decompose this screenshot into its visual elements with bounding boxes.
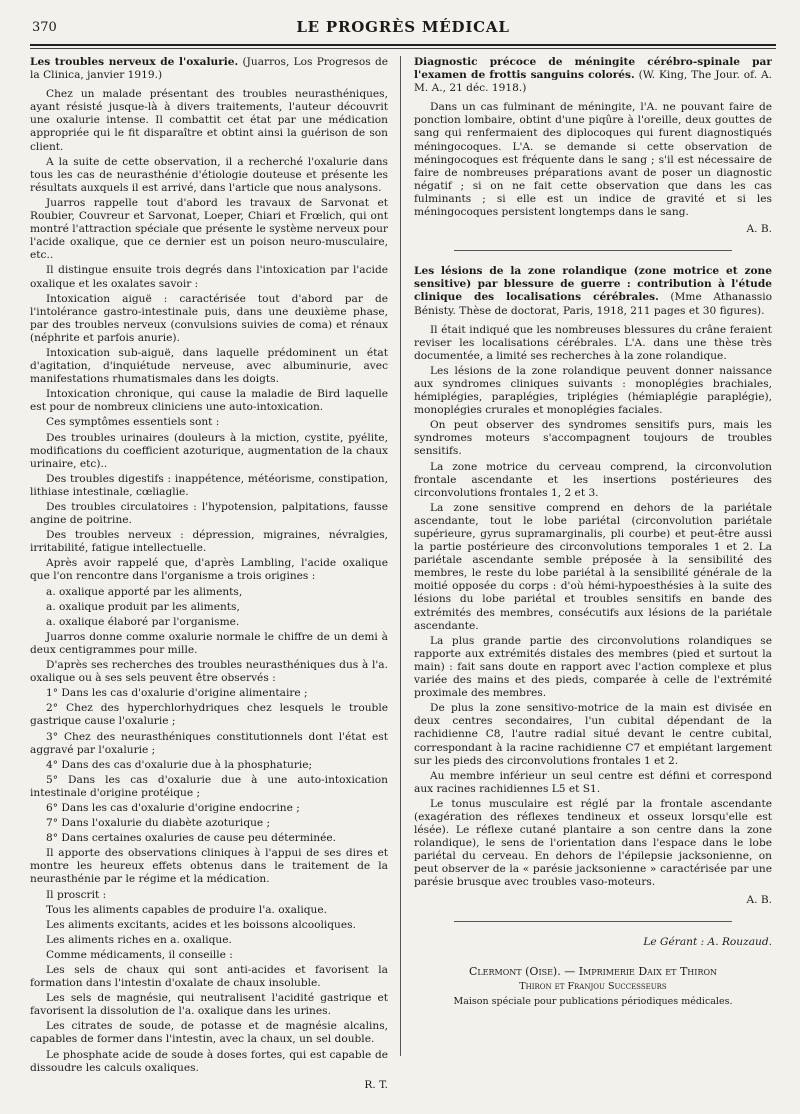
- article-rolandique-title: Les lésions de la zone rolandique (zone motrice et zone sensitive) par blessure de guerre : contribution à l'étude clinique des localisations cérébrales.: [414, 265, 772, 304]
- article-meningite-title: Diagnostic précoce de méningite cérébro-spinale par l'examen de frottis sanguins colorés.: [414, 56, 772, 82]
- page-number: 370: [32, 20, 57, 35]
- paragraph: Au membre inférieur un seul centre est défini et correspond aux racines rachidiennes L5 et S1.: [414, 769, 772, 795]
- paragraph: a. oxalique produit par les aliments,: [46, 600, 240, 613]
- paragraph: 2° Chez des hyperchlorhydriques chez lesquels le trouble gastrique cause l'oxalurie ;: [30, 702, 388, 728]
- paragraph: Le phosphate acide de soude à doses fortes, qui est capable de dissoudre les calculs oxaliques.: [30, 1048, 388, 1074]
- paragraph: 7° Dans l'oxalurie du diabète azoturique ;: [46, 817, 271, 830]
- paragraph: Comme médicaments, il conseille :: [46, 948, 233, 961]
- article-oxalurie-heading: [30, 56, 388, 82]
- article-rolandique-body: [414, 324, 772, 890]
- paragraph: 3° Chez des neurasthéniques constitutionnels dont l'état est aggravé par l'oxalurie ;: [30, 730, 388, 756]
- article-rolandique-source: (Mme Athanassio Bénisty. Thèse de doctorat, Paris, 1918, 211 pages et 30 figures).: [414, 291, 772, 317]
- journal-title: LE PROGRÈS MÉDICAL: [296, 18, 510, 36]
- paragraph: La zone sensitive comprend en dehors de la pariétale ascendante, tout le lobe pariétal (circonvolution pariétale supérieure, gyrus supramarginalis, pli courbe) et peut-être aussi la partie postérieure des circonvolutions temporales 1 et 2. La pariétale ascendante semble préposée à la sensibilité des membres, le reste du lobe pariétal à la sensibilité générale de la moitié opposée du corps : d'où hémi-hypoesthésies à la suite des lésions du lobe pariétal et troubles sensitifs en bande des extrémités des membres, consécutifs aux lésions de la pariétale ascendante.: [414, 501, 772, 632]
- paragraph: Les sels de chaux qui sont anti-acides et favorisent la formation dans l'intestin d'oxalate de chaux insoluble.: [30, 964, 388, 990]
- article-rolandique-signature: A. B.: [746, 893, 772, 906]
- paragraph: 1° Dans les cas d'oxalurie d'origine alimentaire ;: [46, 687, 308, 700]
- paragraph: Les aliments riches en a. oxalique.: [46, 933, 232, 946]
- article-meningite-source: (W. King, The Jour. of. A. M. A., 21 déc. 1918.): [414, 69, 772, 95]
- paragraph: Intoxication chronique, qui cause la maladie de Bird laquelle est pour de nombreux cliniciens une auto-intoxication.: [30, 388, 388, 414]
- article-separator: [454, 250, 732, 251]
- paragraph: Les aliments excitants, acides et les boissons alcooliques.: [46, 918, 356, 931]
- header-rule: [30, 44, 776, 46]
- article-meningite-signature: A. B.: [746, 223, 772, 236]
- paragraph: Tous les aliments capables de produire l'a. oxalique.: [46, 903, 327, 916]
- printer-specialty: Maison spéciale pour publications périodiques médicales.: [453, 995, 733, 1007]
- paragraph: Il distingue ensuite trois degrés dans l'intoxication par l'acide oxalique et les oxalates savoir :: [30, 264, 388, 290]
- paragraph: La zone motrice du cerveau comprend, la circonvolution frontale ascendante et les insertions postérieures des circonvolutions frontales 1, 2 et 3.: [414, 460, 772, 499]
- paragraph: 5° Dans les cas d'oxalurie due à une auto-intoxication intestinale d'origine protéique ;: [30, 773, 388, 799]
- paragraph: Des troubles circulatoires : l'hypotension, palpitations, fausse angine de poitrine.: [30, 501, 388, 527]
- paragraph: Il était indiqué que les nombreuses blessures du crâne feraient reviser les localisations cérébrales. L'A. dans une thèse très documentée, a limité ses recherches à la zone rolandique.: [414, 323, 772, 362]
- paragraph: a. oxalique élaboré par l'organisme.: [46, 615, 240, 628]
- paragraph: 8° Dans certaines oxaluries de cause peu déterminée.: [46, 832, 336, 845]
- paragraph: Intoxication sub-aiguë, dans laquelle prédominent un état d'agitation, d'inquiétude nerveuse, avec albuminurie, avec manifestations rhumatismales dans les doigts.: [30, 346, 388, 386]
- right-column: [414, 56, 772, 1104]
- paragraph: A la suite de cette observation, il a recherché l'oxalurie dans tous les cas de neurasthénie d'étiologie douteuse et présente les résultats auxquels il est arrivé, dans l'article que nous analysons.: [30, 155, 388, 194]
- paragraph: Les citrates de soude, de potasse et de magnésie alcalins, capables de former dans l'intestin, avec la chaux, un sel double.: [30, 1020, 388, 1046]
- footer-separator: [454, 921, 732, 922]
- paragraph: Les lésions de la zone rolandique peuvent donner naissance aux syndromes cliniques suivants : monoplégies brachiales, hémiplégies, paraplégies, triplégies (hémiaplégie paraplégie), monoplégies crurales et monoplégies faciales.: [414, 364, 772, 417]
- paragraph: Juarros rappelle tout d'abord les travaux de Sarvonat et Roubier, Couvreur et Sarvonat, Loeper, Chiari et Frœlich, qui ont montré l'attraction spéciale que présente le système nerveux pour l'acide oxalique, que ce dernier est un poison neuro-musculaire, etc..: [30, 196, 388, 262]
- article-oxalurie-signature: R. T.: [364, 1078, 388, 1091]
- article-oxalurie-body: [30, 88, 388, 1075]
- gerant-line: Le Gérant : A. Rouzaud.: [643, 935, 772, 948]
- article-meningite-body: [414, 101, 772, 219]
- paragraph: Chez un malade présentant des troubles neurasthéniques, ayant résisté jusque-là à divers traitements, l'auteur découvrit une oxalurie intense. Il combattit cet état par une médication appropriée qui le fit disparaître et obtint ainsi la guérison de son client.: [30, 88, 388, 153]
- paragraph: Ces symptômes essentiels sont :: [46, 416, 220, 429]
- paragraph: Des troubles nerveux : dépression, migraines, névralgies, irritabilité, fatigue intellectuelle.: [30, 529, 388, 555]
- paragraph: Il apporte des observations cliniques à l'appui de ses dires et montre les heureux effets obtenus dans le traitement de la neurasthénie par le régime et la médication.: [30, 847, 388, 886]
- paragraph: Les sels de magnésie, qui neutralisent l'acidité gastrique et favorisent la dissolution de l'a. oxalique dans les urines.: [30, 992, 388, 1018]
- paragraph: Il proscrit :: [46, 888, 107, 901]
- paragraph: Intoxication aiguë : caractérisée tout d'abord par de l'intolérance gastro-intestinale puis, dans une deuxième phase, par des troubles nerveux (convulsions suivies de coma) et rénaux (néphrite et parfois anurie).: [30, 292, 388, 344]
- paragraph: De plus la zone sensitivo-motrice de la main est divisée en deux centres secondaires, l'un cubital dépendant de la rachidienne C8, l'autre radial situé devant le centre cubital, correspondant à la racine rachidienne C7 et empiétant largement sur les pieds des circonvolutions frontales 1 et 2.: [414, 702, 772, 767]
- left-column: [30, 56, 388, 1104]
- article-meningite-heading: [414, 56, 772, 95]
- paragraph: La plus grande partie des circonvolutions rolandiques se rapporte aux extrémités distales des membres (pied et surtout la main) : fait sans doute en rapport avec l'action complexe et plus variée des mains et des pieds, comparée à celle de l'extrémité proximale des membres.: [414, 634, 772, 700]
- paragraph: 6° Dans les cas d'oxalurie d'origine endocrine ;: [46, 801, 300, 814]
- paragraph: Des troubles urinaires (douleurs à la miction, cystite, pyélite, modifications du coefficient azoturique, augmentation de la chaux urinaire, etc)..: [30, 431, 388, 470]
- two-column-body: [30, 56, 776, 1104]
- paragraph: Après avoir rappelé que, d'après Lambling, l'acide oxalique que l'on rencontre dans l'organisme a trois origines :: [30, 557, 388, 583]
- paragraph: Juarros donne comme oxalurie normale le chiffre de un demi à deux centigrammes pour mille.: [30, 630, 388, 656]
- paragraph: D'après ses recherches des troubles neurasthéniques dus à l'a. oxalique ou à ses sels peuvent être observés :: [30, 659, 388, 685]
- paragraph: Des troubles digestifs : inappétence, météorisme, constipation, lithiase intestinale, cœliaglie.: [30, 472, 388, 498]
- article-oxalurie-source: (Juarros, Los Progresos de la Clinica, janvier 1919.): [30, 56, 388, 82]
- column-divider: [400, 56, 401, 1056]
- paragraph: Le tonus musculaire est réglé par la frontale ascendante (exagération des réflexes tendineux et osseux lorsqu'elle est lésée). Le réflexe cutané plantaire a son centre dans la zone rolandique), le sens de l'orientation dans l'espace dans le lobe pariétal du cerveau. En dehors de l'épilepsie jacksonienne, on peut observer de la « parésie jacksonienne » caractérisée par une parésie brusque avec troubles vaso-moteurs.: [414, 797, 772, 889]
- paragraph: a. oxalique apporté par les aliments,: [46, 585, 243, 598]
- article-oxalurie-title: Les troubles nerveux de l'oxalurie.: [30, 56, 239, 68]
- paragraph: Dans un cas fulminant de méningite, l'A. ne pouvant faire de ponction lombaire, obtint d'une piqûre à l'oreille, deux gouttes de sang qui renfermaient des diplocoques qui furent diagnostiqués méningocoques. L'A. se demande si cette observation de méningocoques est fréquente dans le sang ; s'il est nécessaire de faire de nombreuses préparations avant de poser un diagnostic négatif ; si on ne fait cette observation que dans les cas fulminants ; si elle est un indice de gravité et si les méningocoques persistent longtemps dans le sang.: [414, 101, 772, 219]
- journal-page: [30, 14, 776, 1104]
- paragraph: On peut observer des syndromes sensitifs purs, mais les syndromes moteurs s'accompagnent toujours de troubles sensitifs.: [414, 419, 772, 458]
- printer-line: Clermont (Oise). — Imprimerie Daix et Thiron: [468, 964, 718, 978]
- article-rolandique-heading: [414, 265, 772, 317]
- paragraph: 4° Dans des cas d'oxalurie due à la phosphaturie;: [46, 758, 313, 771]
- printer-successors: Thiron et Franjou Successeurs: [519, 980, 667, 992]
- header-rule-thin: [30, 48, 776, 49]
- page-header: [30, 14, 776, 42]
